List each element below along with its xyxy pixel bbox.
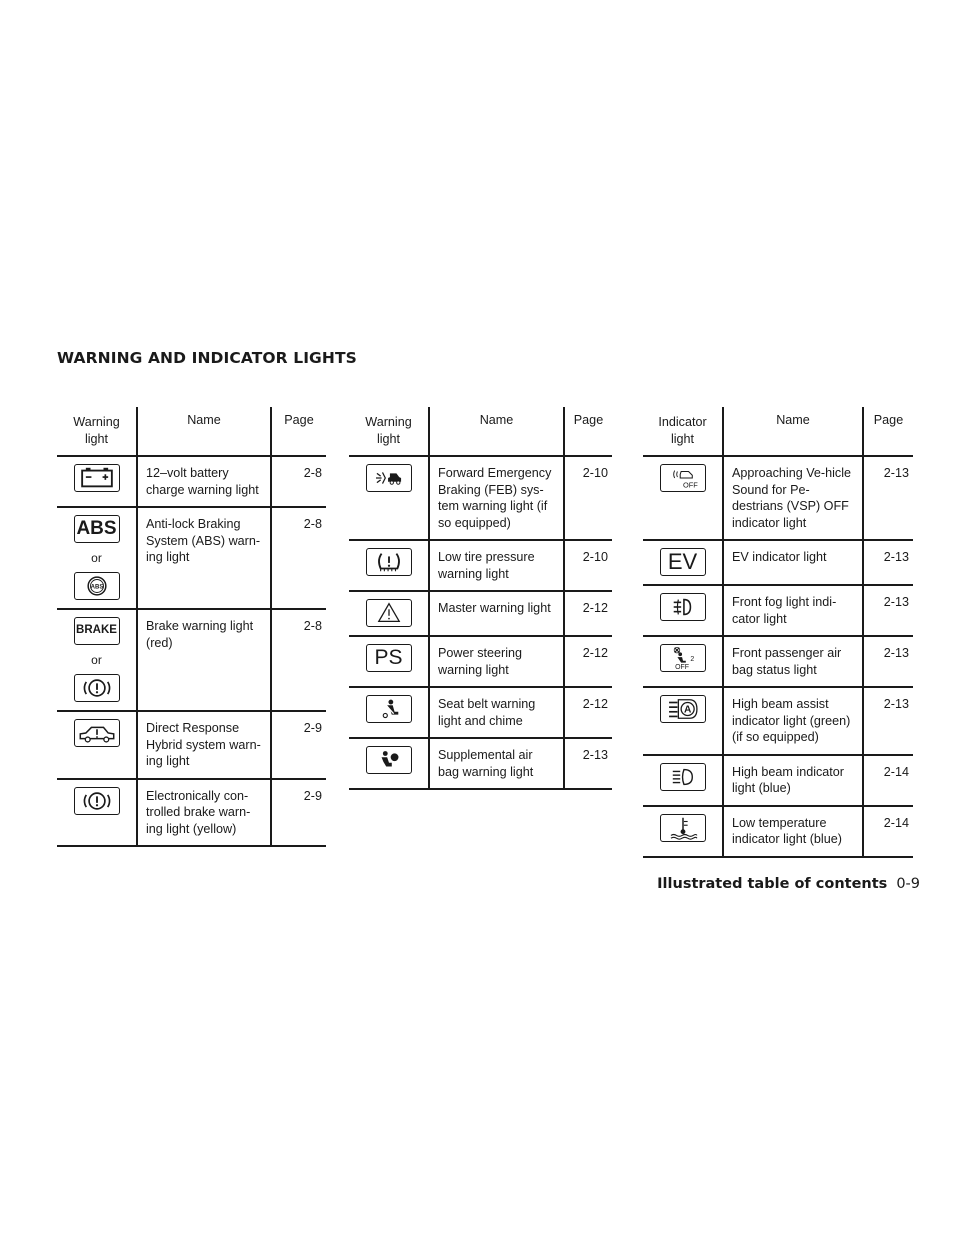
header-page: Page: [564, 407, 612, 456]
page-footer: [657, 876, 920, 892]
light-name: 12–volt battery charge warning light: [137, 456, 271, 507]
light-page: 2-8: [271, 456, 326, 507]
header-warning-light: Warning light: [57, 407, 137, 456]
header-name: Name: [137, 407, 271, 456]
light-page: 2-14: [863, 755, 913, 806]
low-temperature-icon: [660, 814, 706, 842]
header-indicator-light: Indicator light: [643, 407, 723, 456]
vsp-off-text: OFF: [682, 480, 698, 490]
tire-pressure-icon: [366, 548, 412, 576]
table-header-row: [349, 407, 612, 456]
table-row: [643, 585, 913, 636]
header-warning-light: Warning light: [349, 407, 429, 456]
light-page: 2-13: [863, 687, 913, 755]
table-row: [349, 456, 612, 540]
header-page: Page: [271, 407, 326, 456]
light-page: 2-12: [564, 687, 612, 738]
battery-icon: [74, 464, 120, 492]
passenger-airbag-off-text: OFF: [674, 664, 689, 671]
table-row: [643, 755, 913, 806]
airbag-icon: [366, 746, 412, 774]
table-row: [643, 540, 913, 585]
light-name: Power steering warning light: [429, 636, 564, 687]
light-name: Low tire pressure warning light: [429, 540, 564, 591]
or-label: or: [91, 551, 102, 565]
light-page: 2-13: [863, 540, 913, 585]
vsp-off-icon: [660, 464, 706, 492]
footer-page-number: 0-9: [896, 876, 920, 892]
brake-circle-icon: [74, 674, 120, 702]
table-row: [57, 507, 326, 609]
light-name: Electronically con-trolled brake warn-ing light (yellow): [137, 779, 271, 847]
light-name: EV indicator light: [723, 540, 863, 585]
table-row: [57, 779, 326, 847]
light-page: 2-14: [863, 806, 913, 857]
light-name: Seat belt warning light and chime: [429, 687, 564, 738]
footer-title: Illustrated table of contents: [657, 876, 888, 892]
header-name: Name: [723, 407, 863, 456]
brake-text-icon: BRAKE: [74, 617, 120, 645]
high-beam-icon: [660, 763, 706, 791]
table-row: [643, 806, 913, 857]
light-page: 2-10: [564, 456, 612, 540]
master-warning-triangle-icon: [366, 599, 412, 627]
passenger-airbag-off-icon: [660, 644, 706, 672]
light-page: 2-13: [863, 636, 913, 687]
light-name: Direct Response Hybrid system warn-ing light: [137, 711, 271, 779]
ev-text-icon: EV: [660, 548, 706, 576]
table-row: [349, 540, 612, 591]
light-name: Approaching Ve-hicle Sound for Pe-destrians (VSP) OFF indicator light: [723, 456, 863, 540]
car-exclamation-icon: [74, 719, 120, 747]
table-row: [643, 456, 913, 540]
light-page: 2-10: [564, 540, 612, 591]
abs-circle-text: ABS: [90, 584, 103, 591]
light-page: 2-13: [564, 738, 612, 789]
front-fog-light-icon: [660, 593, 706, 621]
header-page: Page: [863, 407, 913, 456]
light-page: 2-12: [564, 591, 612, 636]
table-header-row: [643, 407, 913, 456]
light-name: Low temperature indicator light (blue): [723, 806, 863, 857]
light-page: 2-13: [863, 585, 913, 636]
table-row: [57, 609, 326, 711]
table-row: [349, 738, 612, 789]
light-page: 2-9: [271, 711, 326, 779]
light-name: Front passenger air bag status light: [723, 636, 863, 687]
passenger-airbag-subtext: 2: [689, 655, 694, 663]
light-name: Brake warning light (red): [137, 609, 271, 711]
high-beam-assist-icon: [660, 695, 706, 723]
table-row: [349, 591, 612, 636]
light-name: Anti-lock Braking System (ABS) warn-ing light: [137, 507, 271, 609]
light-name: High beam indicator light (blue): [723, 755, 863, 806]
table-row: [643, 687, 913, 755]
light-page: 2-12: [564, 636, 612, 687]
table-row: [349, 636, 612, 687]
or-label: or: [91, 653, 102, 667]
abs-circle-icon: [74, 572, 120, 600]
warning-lights-table-2: [349, 407, 612, 790]
light-page: 2-9: [271, 779, 326, 847]
table-row: [349, 687, 612, 738]
warning-lights-table-1: [57, 407, 326, 847]
brake-circle-yellow-icon: [74, 787, 120, 815]
light-page: 2-8: [271, 609, 326, 711]
abs-text-icon: ABS: [74, 515, 120, 543]
light-name: Master warning light: [429, 591, 564, 636]
indicator-lights-table: [643, 407, 913, 858]
table-row: [57, 711, 326, 779]
light-name: Front fog light indi-cator light: [723, 585, 863, 636]
high-beam-assist-text: A: [683, 704, 691, 716]
table-row: [57, 456, 326, 507]
seat-belt-icon: [366, 695, 412, 723]
light-page: 2-8: [271, 507, 326, 609]
section-title: WARNING AND INDICATOR LIGHTS: [57, 349, 357, 367]
power-steering-text-icon: PS: [366, 644, 412, 672]
header-name: Name: [429, 407, 564, 456]
light-name: High beam assist indicator light (green) (if so equipped): [723, 687, 863, 755]
light-page: 2-13: [863, 456, 913, 540]
light-name: Forward Emergency Braking (FEB) sys-tem warning light (if so equipped): [429, 456, 564, 540]
forward-emergency-braking-icon: [366, 464, 412, 492]
light-name: Supplemental air bag warning light: [429, 738, 564, 789]
table-row: [643, 636, 913, 687]
table-header-row: [57, 407, 326, 456]
